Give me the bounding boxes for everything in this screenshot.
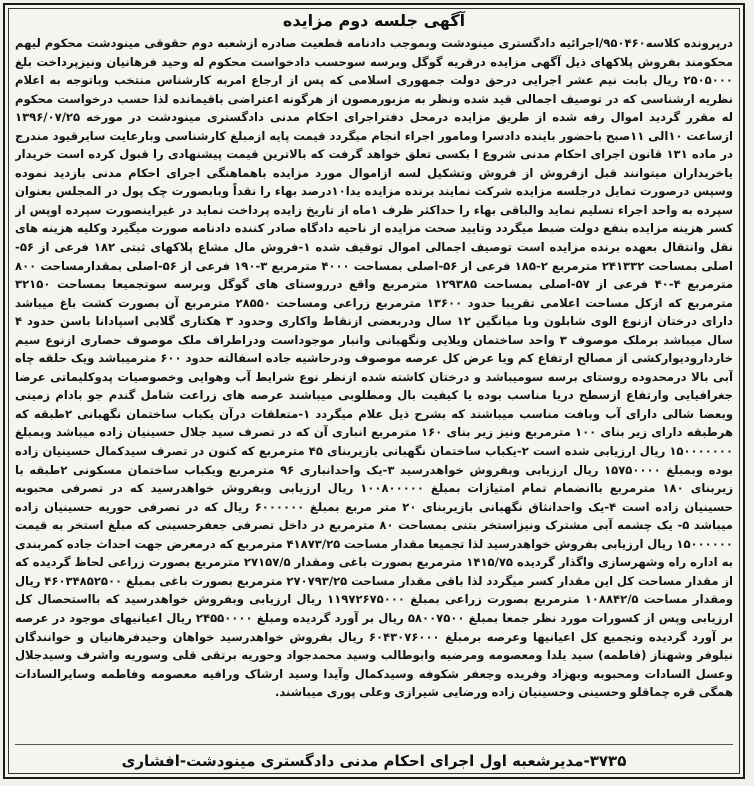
notice-title: آگهی جلسه دوم مزایده (282, 11, 466, 30)
footer-divider (15, 744, 733, 745)
notice-border (8, 8, 740, 774)
notice-body: درپرونده کلاسه۹۵۰۴۶۰/اجرائیه دادگستری مینودشت وبموجب دادنامه قطعیت صادره ازشعبه دوم حقوقی مینودشت محکوم لیهم محکومند بفروش پلاکهای ذیل آگهی مزایده درقریه گوگل وبرسه سوحسب دادخواست محکوم له وحید فرهانیان ونیزپرداخت بلغ ۲۵۰۵۰۰۰ ریال بابت نیم عشر اجرایی درحق دولت جمهوری اسلامی که پس از ارجاع امربه کارشناس منتخب وباتوجه به اعلام نظریه ارشناسی که در توصیف اجمالی قید شده ونظر به مزبورمصون از هرگونه اعتراضی باقیمانده لذا حسب درخواست محکوم له مقرر گردید اموال رفه شده از طریق مزایده درمحل دفتراجرای احکام مدنی دادگستری مینودشت در مورخه ۱۳۹۶/۰۷/۲۵ ازساعت ۱۰الی ۱۱صبح باحضور باینده دادسرا ومامور اجراء انجام میگردد قیمت پایه ازمبلغ کارشناسی وبارعایت سایرقیود مندرج در ماده ۱۳۱ قانون اجرای احکام مدنی شروع ا بکسی تعلق خواهد گرفت که بالاترین قیمت پیشنهادی را قبول کرده است خریدار یاخریداران میتوانند قبل ازفروش از فروش وتشکیل لسه ازاموال مورد مزایده باهماهنگی اجرای احکام مدنی بازدید نموده وسپس درصورت تمایل درجلسه مزایده شرکت نمایند برنده مزایده یدا۱۰درصد بهاء را نقداً وبابصورت چک پول در المجلس بعنوان سپرده به واحد اجراء تسلیم نماید والباقی بهاء را حداکثر ظرف ۱ماه از تاریخ زایده پرداخت نماید در غیراینصورت سپرده اوپس از کسر هزینه مزایده بنفع دولت ضبط میگردد وتایید صحت مزایده از ناحیه دادگاه صادر کننده دادنامه صورت میگیرد وکلیه هزینه های نقل وانتقال بعهده برنده مزایده است توصیف اجمالی اموال توقیف شده ۱-فروش مال مشاع پلاکهای ثبتی ۱۸۲ فرعی از ۵۶-اصلی بمساحت ۲۴۱۳۳۲ مترمربع ۲-۱۸۵ فرعی از ۵۶-اصلی بمساحت ۴۰۰۰ مترمربع ۳-۱۹۰ فرعی از ۵۶-اصلی بمقدارمساحت ۸۰۰ مترمربع ۴-۴۰ فرعی از ۵۷-اصلی بمساحت ۱۲۹۳۸۵ مترمربع واقع درروستای های گوگل وبرسه سوتجمیعا بمساحت ۳۲۱۵۰ مترمربع که ازکل مساحت اعلامی تقریبا حدود ۱۳۶۰۰ مترمربع زراعی ومساحت ۲۸۵۵۰ مترمربع آن بصورت کشت باغ میباشد دارای درختان ازنوع الوی شابلون وبا میانگین ۱۲ سال ودربعضی ازنقاط واکاری وحدود ۳ هکتاری گلابی اسپادانا باسن حدود ۴ سال میباشد برملک موصوف ۳ واحد ساختمان ویلایی ونگهبانی وانبار موجوداست ودراطراف ملک موصوف حصاری ازنوع سیم خاردارودیوارکشی از مصالح ارتفاع کم ویا عرض کل عرصه موصوف ودرحاشیه جاده اسفالته حدود ۶۰۰ مترمیباشد ویک حلقه چاه آبی بالا درمحدوده روستای برسه سومیباشد و درختان کاشته شده ازنظر نوع شرایط آب وهوایی وخصوصیات پدوکلیماتی عرضا جغرافیایی وارتفاع ازسطح دریا مناسب بوده یا کیفیت بال ومطلوبی میباشند عرصه های زراعت شامل گندم جو بادام زمینی وبعضا شالی دارای آب وبافت مناسب میباشند که بشرح ذیل علام میگردد ۱-متعلقات درآن یکباب ساختمان نگهبانی ۲طبقه که هرطبقه دارای زیر بنای ۱۰۰ مترمربع ونیز زیر بنای ۱۶۰ مترمربع انباری آن که در تصرف سید جلال حسینیان زاده میباشد وبمبلغ ۱۵۰۰۰۰۰۰۰ ریال ارزیابی شده است ۲-یکباب ساختمان نگهبانی بازیربنای ۴۵ مترمربع که کنون در تصرف سیدکمال حسینیان زاده بوده وبمبلغ ۱۵۷۵۰۰۰۰ ریال ارزیابی وبفروش خواهدرسید ۳-یک واحدانباری ۹۶ مترمربع ویکباب ساختمان مسکونی ۲طبقه با زیربنای ۱۸۰ مترمربع باانضمام تمام امتیازات بمبلغ ۱۰۰۸۰۰۰۰۰ ریال ارزیابی وبفروش خواهدرسید که در تصرفی محبوبه حسینیان زاده است ۴-یک واحدانثاق نگهبانی بازیربنای ۲۰ متر مربع بمبلغ ۶۰۰۰۰۰۰ ریال که در تصرفی حوریه حسینیان زاده میباشد ۵- یک چشمه آبی مشترک ونیزاستخر بتنی بمساحت ۸۰ مترمربع در داخل تصرفی جعفرحسینی که مبلغ استخر به قیمت ۱۵۰۰۰۰۰۰ ریال ارزیابی بفروش خواهدرسید لذا تجمیعا مقدار مساحت ۴۱۸۷۳/۲۵ مترمربع که درمعرض جهت احداث جاده کمربندی به اداره راه وشهرسازی واگذار گردیده ۱۴۱۵/۷۵ مترمربع بصورت باغی ومقدار ۲۷۱۵۷/۵ مترمربع بصورت زراعی لحاظ گردیده که از مقدار مساحت کل این مقدار کسر میگردد لذا باقی مقدار مساحت ۲۷۰۷۹۳/۲۵ مترمربع بصورت باغی بمبلغ ۴۶۰۳۴۸۵۲۵۰۰ ریال ومقدار مساحت ۱۰۸۸۴۲/۵ مترمربع بصورت زراعی بمبلغ ۱۱۹۷۲۶۷۵۰۰۰ ریال ارزیابی وبفروش خواهدرسید که بااستحصال کل ارزیابی وپس از کسورات مورد نظر جمعا بمبلغ ۵۸۰۰۷۵۰۰ ریال بر آورد گردیده ومبلغ ۲۴۵۵۰۰۰۰ ریال اعیانیهای موجود در عرصه بر آورد گردیده وتجمیع کل اعیانیها وعرصه برمبلغ ۶۰۴۳۰۷۶۰۰۰ ریال بفروش خواهدرسید خواهان وحیدفرهانیان و خوانندگان نیلوفر وشهناز (فاطمه) سید یلدا ومعصومه ومرضیه وابوطالب وسید محمدجواد وحوریه برتقی قلی وسوریه واشرف وسیدجلال وعسل السادات ومحبوبه وبهزاد وفریده وجعفر شکوفه وسیدکمال وآیدا وسید ارشاک ورافیه معصومه وفاطمه وسایرالسادات همگی قره چماقلو وحسینی وحسینیان زاده ورضایی شیرازی وعلی پوری میباشند. (15, 36, 733, 700)
newspaper-notice (3, 3, 745, 779)
notice-signature: ۳۷۳۵-مدیرشعبه اول اجرای احکام مدنی دادگستری مینودشت-افشاری (121, 752, 627, 770)
